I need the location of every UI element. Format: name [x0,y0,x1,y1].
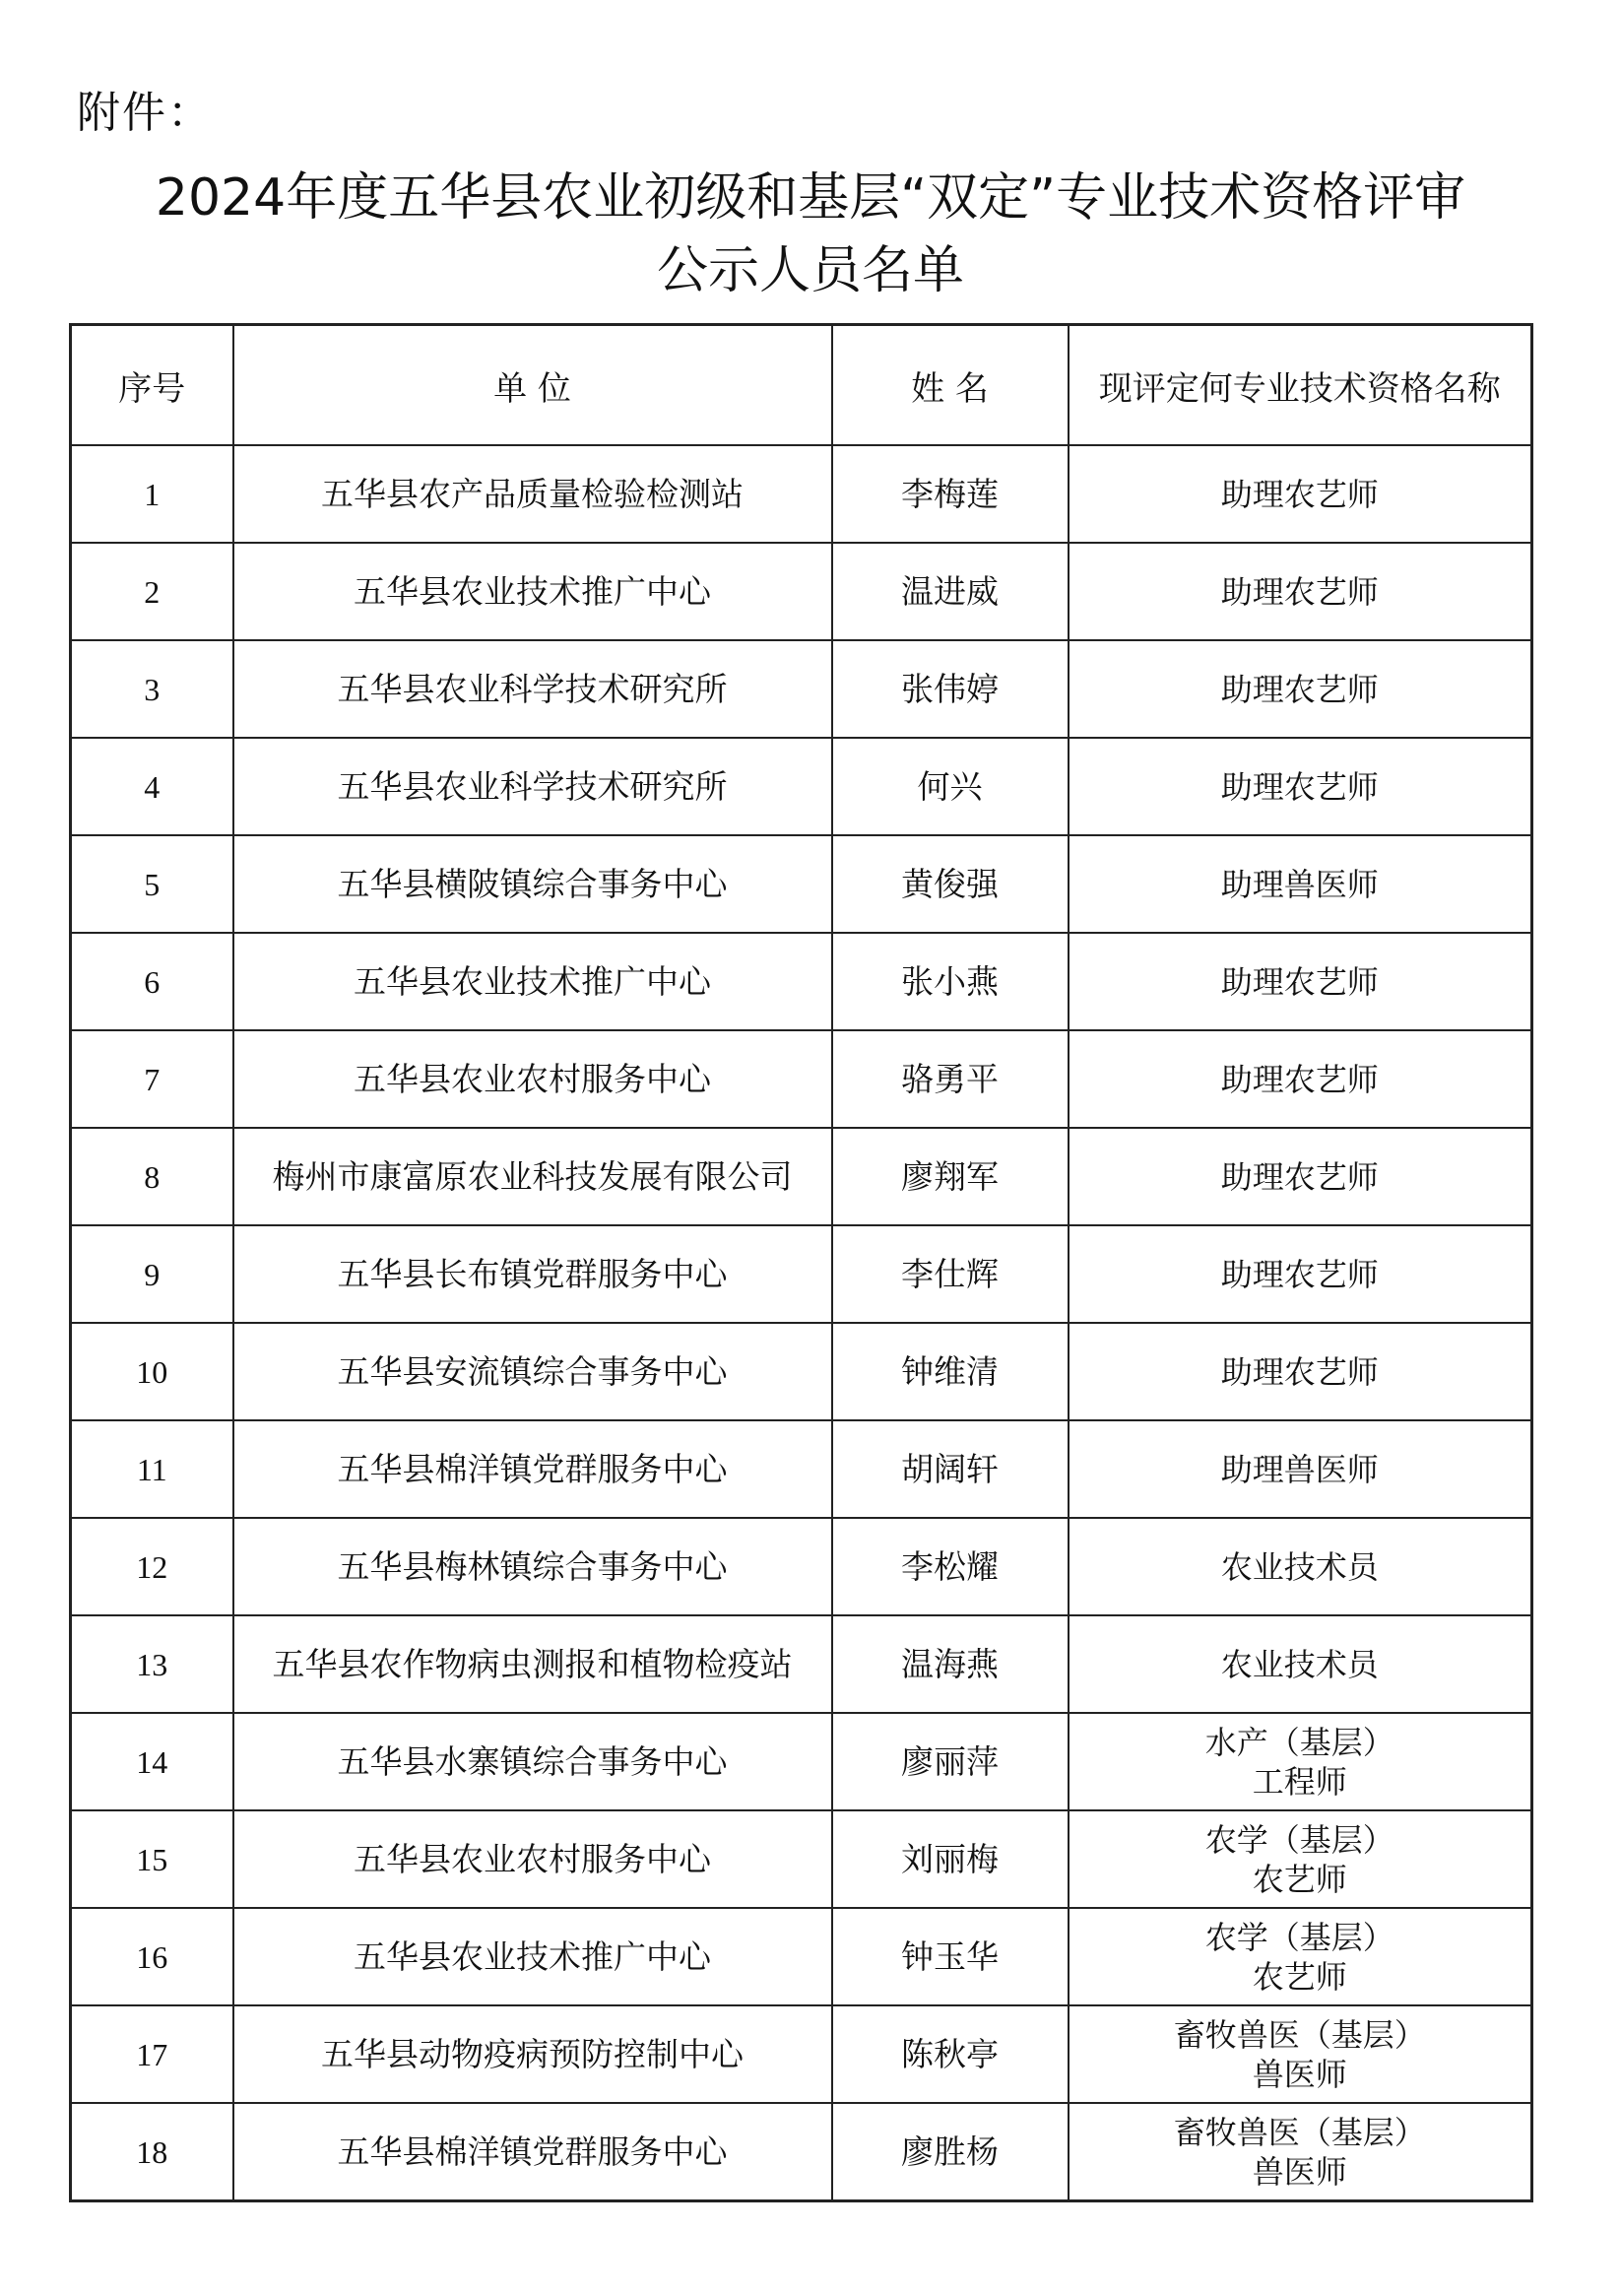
row-name: 刘丽梅 [832,1810,1069,1908]
personnel-table [69,323,1533,2202]
qualification-line1: 农学（基层） [1204,1918,1394,1956]
row-qualification [1069,640,1532,738]
row-seq: 14 [71,1713,233,1810]
row-name: 黄俊强 [832,835,1069,933]
qualification-line1: 畜牧兽医（基层） [1173,2015,1426,2054]
table-row [71,1810,1532,1908]
row-name: 胡阔轩 [832,1420,1069,1518]
table-row [71,835,1532,933]
qualification-line2: 农艺师 [1252,1860,1347,1898]
document-title-line2: 公示人员名单 [656,241,964,300]
row-qualification [1069,933,1532,1030]
qualification-line1: 助理农艺师 [1220,962,1379,1001]
row-unit: 五华县农作物病虫测报和植物检疫站 [233,1615,832,1713]
row-unit: 五华县动物疫病预防控制中心 [233,2005,832,2103]
table-row [71,1030,1532,1128]
qualification-line1: 水产（基层） [1204,1723,1394,1761]
row-seq: 9 [71,1225,233,1323]
row-name: 廖翔军 [832,1128,1069,1225]
row-unit: 五华县农业技术推广中心 [233,1908,832,2005]
table-row [71,1518,1532,1615]
table-row [71,933,1532,1030]
row-qualification [1069,1908,1532,2005]
qualification-line1: 助理农艺师 [1220,572,1379,611]
row-seq: 3 [71,640,233,738]
row-qualification [1069,835,1532,933]
qualification-line1: 农业技术员 [1220,1547,1379,1586]
qualification-line1: 助理农艺师 [1220,1157,1379,1196]
row-qualification [1069,1030,1532,1128]
row-seq: 18 [71,2103,233,2201]
row-seq: 1 [71,445,233,543]
row-unit: 五华县横陂镇综合事务中心 [233,835,832,933]
header-seq: 序号 [71,325,233,446]
row-name: 何兴 [832,738,1069,835]
table-row [71,1713,1532,1810]
table-row [71,640,1532,738]
row-seq: 6 [71,933,233,1030]
qualification-line2: 农艺师 [1252,1957,1347,1996]
row-unit: 五华县农业科学技术研究所 [233,640,832,738]
table-row [71,1128,1532,1225]
row-seq: 2 [71,543,233,640]
table-row [71,1420,1532,1518]
row-qualification [1069,445,1532,543]
row-unit: 五华县农产品质量检验检测站 [233,445,832,543]
table-row [71,1225,1532,1323]
header-name: 姓 名 [832,325,1069,446]
row-unit: 五华县农业农村服务中心 [233,1030,832,1128]
row-seq: 7 [71,1030,233,1128]
row-name: 温海燕 [832,1615,1069,1713]
row-seq: 10 [71,1323,233,1420]
qualification-line1: 助理农艺师 [1220,475,1379,513]
row-qualification [1069,2103,1532,2201]
row-qualification [1069,1225,1532,1323]
qualification-line2: 工程师 [1252,1762,1347,1801]
row-name: 李松耀 [832,1518,1069,1615]
row-name: 廖胜杨 [832,2103,1069,2201]
qualification-line1: 助理农艺师 [1220,1060,1379,1098]
row-name: 张伟婷 [832,640,1069,738]
row-qualification [1069,1810,1532,1908]
row-qualification [1069,1615,1532,1713]
row-unit: 五华县安流镇综合事务中心 [233,1323,832,1420]
row-qualification [1069,738,1532,835]
row-unit: 五华县农业技术推广中心 [233,543,832,640]
row-unit: 五华县长布镇党群服务中心 [233,1225,832,1323]
row-unit: 五华县水寨镇综合事务中心 [233,1713,832,1810]
qualification-line1: 助理农艺师 [1220,1255,1379,1293]
row-qualification [1069,1420,1532,1518]
qualification-line1: 助理农艺师 [1220,1352,1379,1391]
table-body [71,445,1532,2201]
row-seq: 12 [71,1518,233,1615]
row-qualification [1069,1128,1532,1225]
table-row [71,1323,1532,1420]
header-unit: 单 位 [233,325,832,446]
row-seq: 13 [71,1615,233,1713]
table-row [71,1615,1532,1713]
row-unit: 五华县梅林镇综合事务中心 [233,1518,832,1615]
row-seq: 17 [71,2005,233,2103]
qualification-line1: 助理农艺师 [1220,670,1379,708]
qualification-line1: 助理兽医师 [1220,865,1379,903]
table-header-row [71,325,1532,446]
document-title-line1: 2024年度五华县农业初级和基层“双定”专业技术资格评审 [155,168,1466,228]
qualification-line1: 助理兽医师 [1220,1450,1379,1488]
attachment-label: 附件： [77,88,213,138]
row-unit: 梅州市康富原农业科技发展有限公司 [233,1128,832,1225]
row-seq: 15 [71,1810,233,1908]
row-name: 廖丽萍 [832,1713,1069,1810]
table-row [71,2005,1532,2103]
row-name: 钟维清 [832,1323,1069,1420]
qualification-line2: 兽医师 [1252,2055,1347,2093]
table-row [71,445,1532,543]
row-unit: 五华县棉洋镇党群服务中心 [233,1420,832,1518]
row-seq: 16 [71,1908,233,2005]
row-seq: 8 [71,1128,233,1225]
table-row [71,738,1532,835]
header-qualification: 现评定何专业技术资格名称 [1069,325,1532,446]
qualification-line1: 农学（基层） [1204,1820,1394,1859]
row-name: 温进威 [832,543,1069,640]
table-row [71,1908,1532,2005]
row-name: 李梅莲 [832,445,1069,543]
row-qualification [1069,1713,1532,1810]
table-row [71,2103,1532,2201]
qualification-line1: 畜牧兽医（基层） [1173,2113,1426,2151]
qualification-line1: 助理农艺师 [1220,767,1379,806]
row-unit: 五华县农业农村服务中心 [233,1810,832,1908]
row-name: 张小燕 [832,933,1069,1030]
qualification-line2: 兽医师 [1252,2152,1347,2191]
row-qualification [1069,1518,1532,1615]
row-unit: 五华县棉洋镇党群服务中心 [233,2103,832,2201]
row-name: 骆勇平 [832,1030,1069,1128]
row-name: 钟玉华 [832,1908,1069,2005]
table-row [71,543,1532,640]
row-unit: 五华县农业技术推广中心 [233,933,832,1030]
row-qualification [1069,543,1532,640]
row-unit: 五华县农业科学技术研究所 [233,738,832,835]
row-qualification [1069,1323,1532,1420]
row-seq: 4 [71,738,233,835]
row-name: 陈秋亭 [832,2005,1069,2103]
row-seq: 11 [71,1420,233,1518]
qualification-line1: 农业技术员 [1220,1645,1379,1683]
row-qualification [1069,2005,1532,2103]
row-name: 李仕辉 [832,1225,1069,1323]
row-seq: 5 [71,835,233,933]
